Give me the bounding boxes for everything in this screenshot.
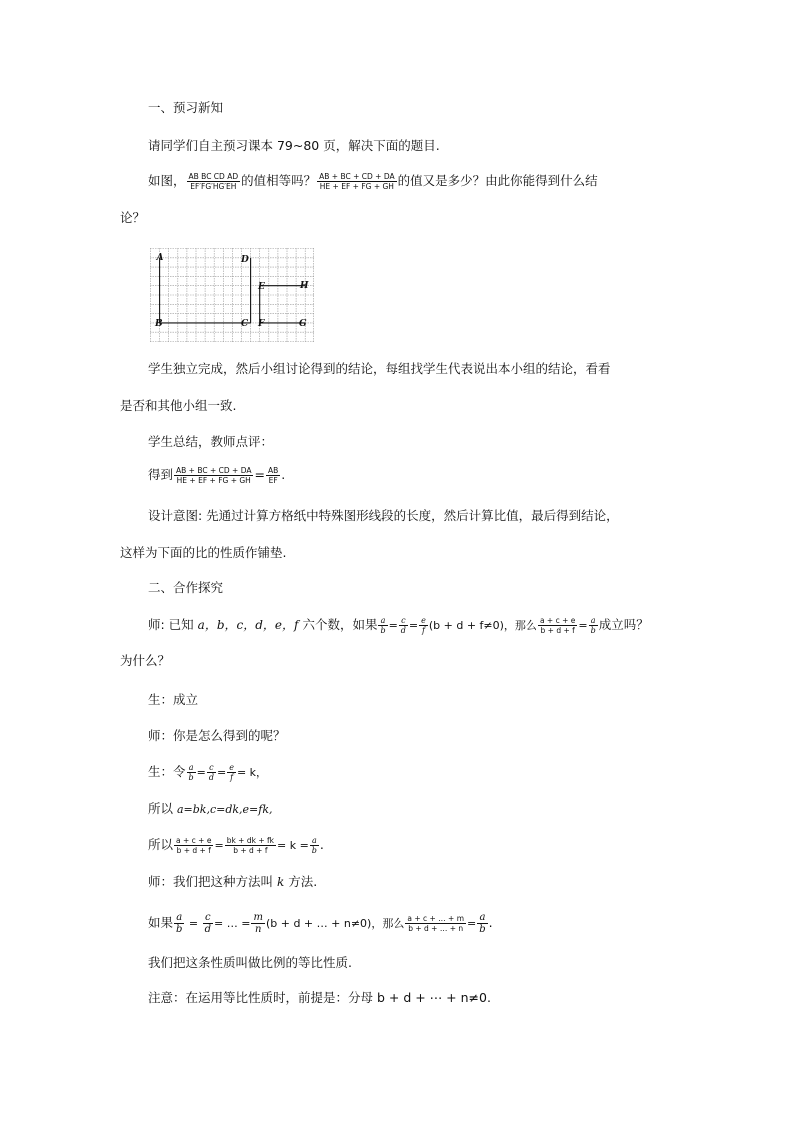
k-substitution: a=bk,c=dk,e=fk, — [176, 803, 273, 816]
question-line — [148, 172, 598, 191]
label-H: H — [300, 281, 309, 291]
summary-line: 学生总结，教师点评： — [148, 434, 274, 449]
question-prefix: 如图， — [148, 173, 186, 188]
note-line: 注意：在运用等比性质时，前提是：分母 b + d + ⋯ + n≠0. — [148, 990, 491, 1005]
section2-heading: 二、合作探究 — [148, 580, 224, 595]
label-A: A — [156, 253, 164, 263]
grid-lines — [150, 248, 314, 342]
label-C: C — [241, 319, 249, 329]
question-suffix: 的值又是多少？由此你能得到什么结 — [397, 173, 598, 188]
fraction-a-b: $\frac{a}{b}$ — [380, 616, 386, 635]
fraction-c-d: $\frac{c}{d}$ — [204, 912, 212, 935]
grid-figure — [150, 248, 314, 342]
teacher-question-continuation: 为什么？ — [120, 653, 171, 668]
sum-fraction: $\frac{a + c + e}{b + d + f}$ — [539, 616, 576, 635]
label-G: G — [299, 319, 307, 329]
general-sum-fraction: $\frac{a + c + \dots + m}{b + d + \dots + n}$ — [407, 914, 465, 933]
student-answer-1: 生：成立 — [148, 692, 199, 707]
section1-heading: 一、预习新知 — [148, 100, 224, 115]
label-B: B — [155, 319, 163, 329]
fraction-e-f: $\frac{e}{f}$ — [229, 763, 234, 782]
teacher-question-line: 师: 已知 a，b，c，d，e，f 六个数，如果 $\frac{a}{b}$ = $\frac{c}{d}$ = $\frac{e}{f}$ (b + d + f≠0)，那么 $\frac{a + c + e}{b + d + f}$ = $\frac{a}{b}$ 成立吗？ — [148, 616, 649, 635]
result-rhs-fraction: $\frac{AB}{EF}$ — [267, 466, 279, 485]
preview-instruction: 请同学们自主预习课本 79~80 页，解决下面的题目. — [148, 138, 440, 153]
teacher-method-line: 师：我们把这种方法叫 k 方法. — [148, 874, 318, 889]
fraction-c-d: $\frac{c}{d}$ — [400, 616, 406, 635]
fraction-a-b-result: $\frac{a}{b}$ — [590, 616, 596, 635]
fraction-m-n: $\frac{m}{n}$ — [253, 912, 263, 935]
fraction-e-f: $\frac{e}{f}$ — [421, 616, 426, 635]
variable-list: a，b，c，d，e，f — [197, 618, 299, 632]
so-line-2: 所以 $\frac{a + c + e}{b + d + f}$ = $\frac{bk + dk + fk}{b + d + f}$ = k = $\frac{a}{b}$ . — [148, 836, 324, 855]
label-F: F — [258, 319, 265, 329]
fraction-c-d: $\frac{c}{d}$ — [208, 763, 214, 782]
general-property-line: 如果 $\frac{a}{b}$ = $\frac{c}{d}$ = … = $\frac{m}{n}$ (b + d + … + n≠0)，那么 $\frac{a + c + \dots + m}{b + d + \dots + n}$ = $\frac{a}{b}$ . — [148, 912, 493, 935]
design-intent-line-1: 设计意图: 先通过计算方格纸中特殊图形线段的长度，然后计算比值，最后得到结论， — [148, 508, 619, 523]
design-intent-line-2: 这样为下面的比的性质作铺垫. — [120, 545, 287, 560]
question-continuation: 论？ — [120, 210, 146, 225]
so-line-1: 所以 a=bk,c=dk,e=fk, — [148, 801, 273, 816]
result-lhs-fraction: $\frac{AB + BC + CD + DA}{HE + EF + FG + GH}$ — [176, 466, 252, 485]
label-E: E — [258, 282, 265, 292]
result-line: 得到 $\frac{AB + BC + CD + DA}{HE + EF + FG + GH}$ = $\frac{AB}{EF}$ . — [148, 466, 286, 485]
sum-fraction: $\frac{a + c + e}{b + d + f}$ — [176, 836, 212, 855]
fraction-a-b: $\frac{a}{b}$ — [188, 763, 194, 782]
discussion-line-1: 学生独立完成，然后小组讨论得到的结论，每组找学生代表说出本小组的结论，看看 — [148, 361, 611, 376]
sum-ratio-fraction: $\frac{AB + BC + CD + DA}{HE + EF + FG + GH}$ — [319, 172, 395, 191]
fraction-a-b-result: $\frac{a}{b}$ — [479, 912, 486, 935]
property-name-line: 我们把这条性质叫做比例的等比性质. — [148, 955, 352, 970]
ratio-fraction-list: $\frac{\text{AB BC CD AD}}{EF'FG'HG'EH}$ — [188, 172, 239, 191]
teacher-question-2: 师：你是怎么得到的呢？ — [148, 728, 286, 743]
k-sum-fraction: $\frac{bk + dk + fk}{b + d + f}$ — [226, 836, 274, 855]
student-answer-2: 生：令 $\frac{a}{b}$ = $\frac{c}{d}$ = $\frac{e}{f}$ = k， — [148, 763, 268, 782]
fraction-a-b-result: $\frac{a}{b}$ — [311, 836, 317, 855]
question-mid: 的值相等吗？ — [241, 173, 317, 188]
label-D: D — [241, 255, 249, 265]
fraction-a-b: $\frac{a}{b}$ — [176, 912, 183, 935]
discussion-line-2: 是否和其他小组一致. — [120, 398, 237, 413]
